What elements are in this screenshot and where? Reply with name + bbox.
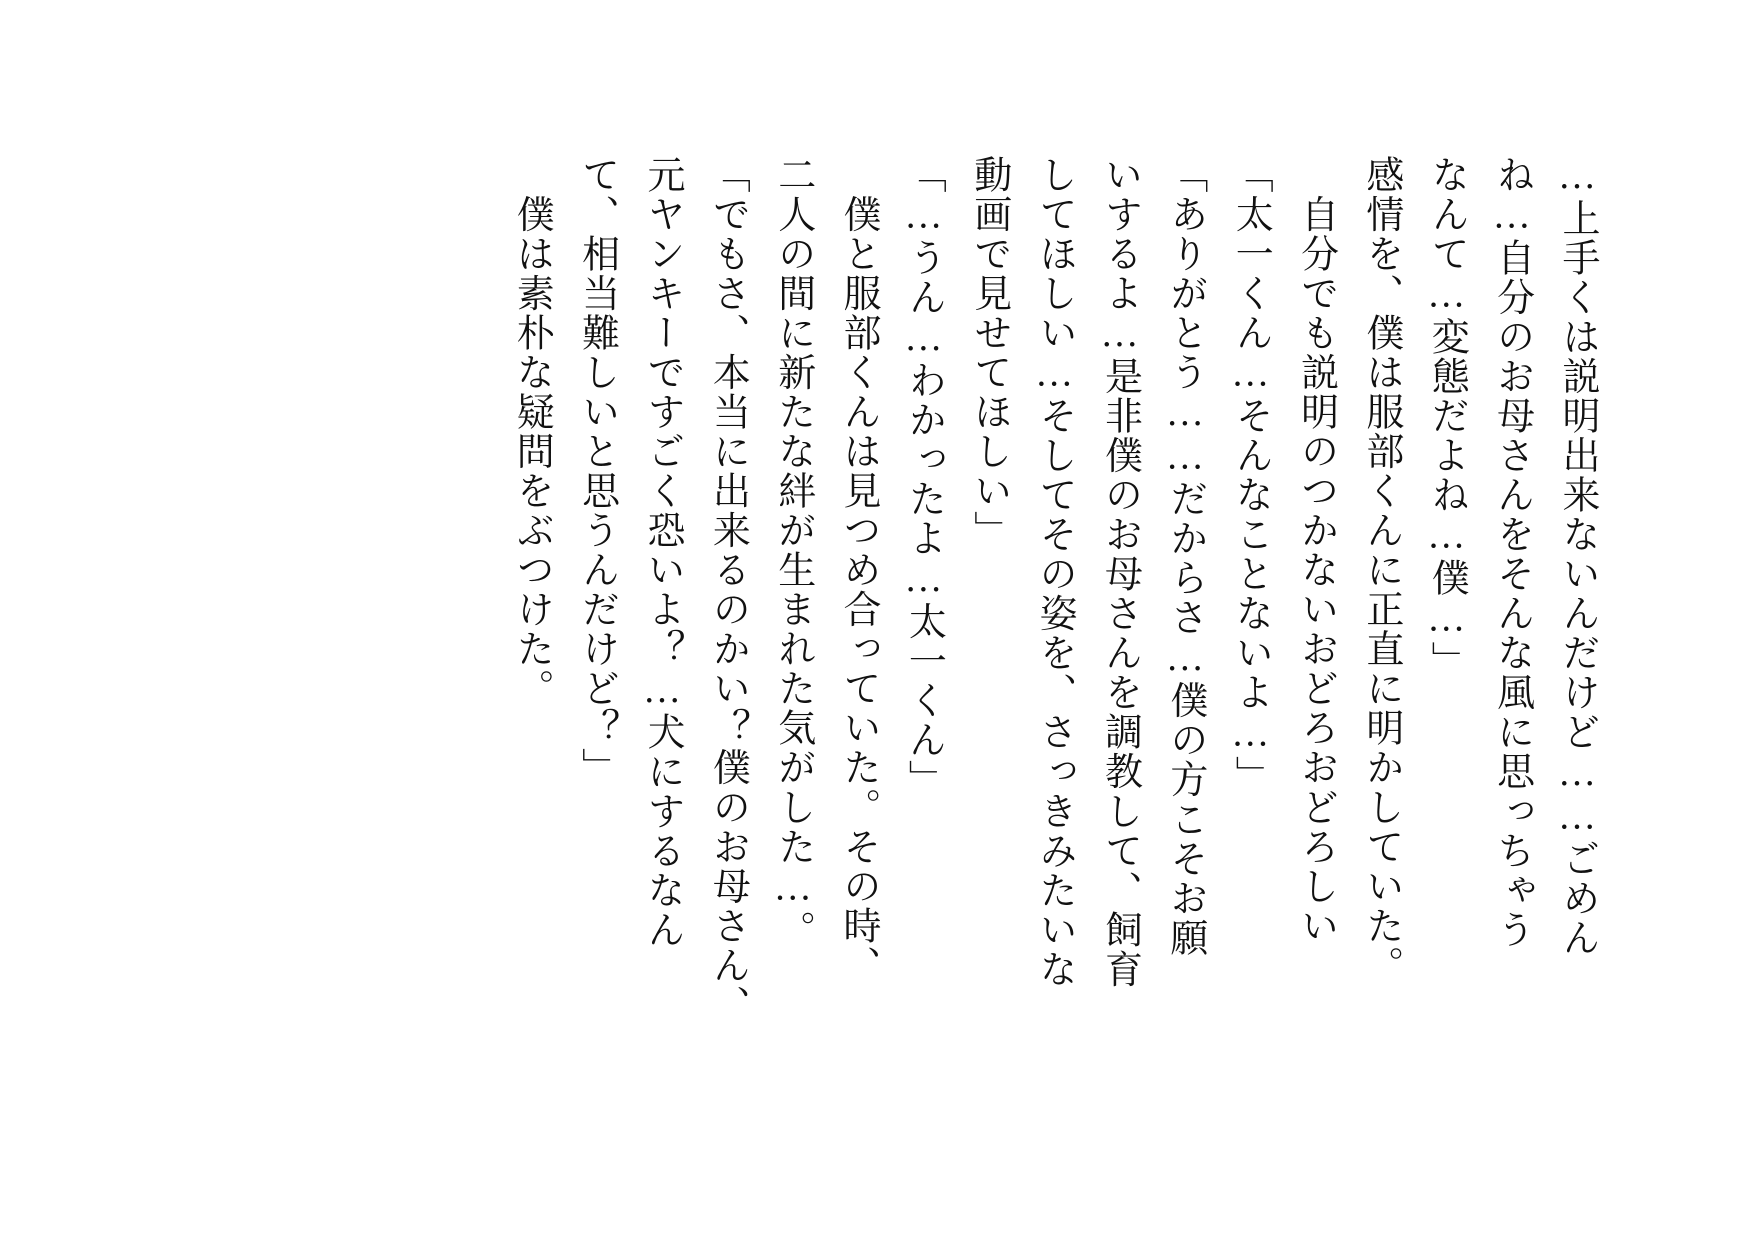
text-line: 「太一くん…そんなことないよ…」: [1229, 155, 1272, 796]
text-line: なんて…変態だよね…僕…」: [1425, 155, 1468, 681]
text-line: 動画で見せてほしい」: [967, 155, 1010, 551]
text-line: 「ありがとう……だからさ…僕の方こそお願: [1163, 155, 1206, 958]
text-line: 僕は素朴な疑問をぶつけた。: [510, 155, 553, 709]
text-line: て、相当難しいと思うんだけど？」: [575, 155, 618, 788]
text-line: 元ヤンキーですごく恐いよ？…犬にするなん: [640, 155, 683, 950]
vertical-japanese-text: [329, 155, 1609, 1095]
text-line: 自分でも説明のつかないおどろおどろしい: [1294, 155, 1337, 946]
text-line: 僕と服部くんは見つめ合っていた。その時、: [837, 155, 880, 985]
text-line: 二人の間に新たな絆が生まれた気がした…。: [771, 155, 814, 950]
text-line: …上手くは説明出来ないんだけど……ごめん: [1556, 155, 1598, 958]
text-line: 感情を、僕は服部くんに正直に明かしていた。: [1359, 155, 1402, 985]
text-line: ね…自分のお母さんをそんな風に思っちゃう: [1490, 155, 1533, 950]
text-line: 「…うん…わかったよ…太一くん」: [902, 155, 945, 800]
text-line: してほしい…そしてその姿を、さっきみたいな: [1033, 155, 1076, 989]
text-line: 「でもさ、本当に出来るのかい？僕のお母さん、: [706, 155, 749, 1025]
text-line: いするよ…是非僕のお母さんを調教して、飼育: [1098, 155, 1141, 989]
